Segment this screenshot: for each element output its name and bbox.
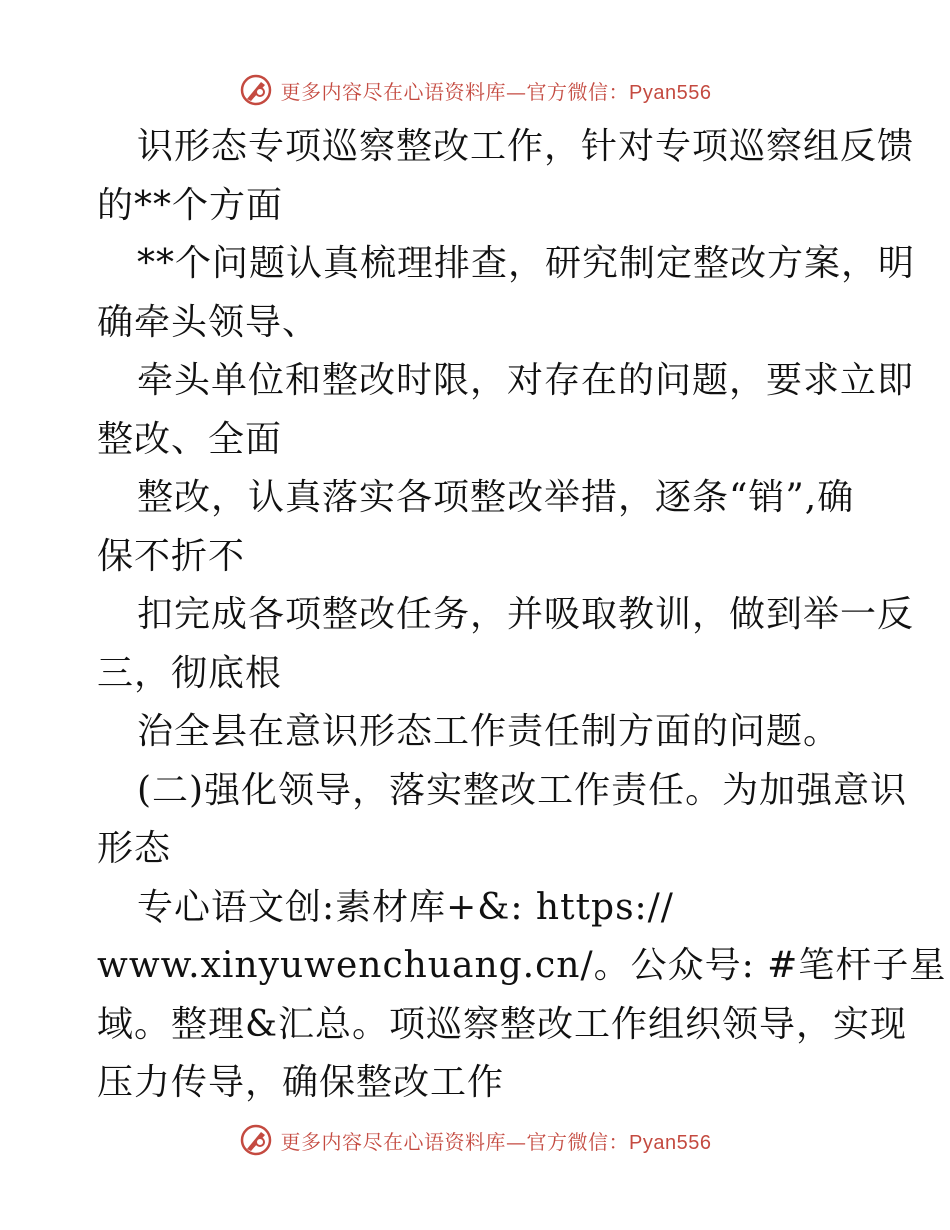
footer-watermark-text: 更多内容尽在心语资料库—官方微信：Pyan556 [280, 1129, 712, 1154]
header-watermark-banner [0, 68, 950, 112]
paragraph-line: 三，彻底根 [97, 652, 283, 694]
paragraph-line: 治全县在意识形态工作责任制方面的问题。 [137, 711, 841, 752]
paragraph-line: www.xinyuwenchuang.cn/。公众号: #笔杆子星 [97, 945, 947, 986]
paragraph-line: 保不折不 [97, 535, 246, 577]
paragraph-line: 整改、全面 [97, 418, 283, 460]
footer-watermark-banner [0, 1118, 950, 1162]
document-body [97, 118, 947, 1113]
paragraph-line: 整改，认真落实各项整改举措，逐条“销”,确 [137, 477, 855, 518]
paragraph-line: 域。整理&汇总。项巡察整改工作组织领导，实现 [97, 1003, 908, 1045]
paragraph-line: 牵头单位和整改时限，对存在的问题，要求立即 [137, 360, 915, 401]
paragraph-line: 的**个方面 [97, 184, 284, 226]
header-watermark-text: 更多内容尽在心语资料库—官方微信：Pyan556 [280, 79, 712, 104]
paragraph-line: 形态 [97, 828, 172, 869]
paragraph-line: 确牵头领导、 [97, 301, 320, 343]
pen-circle-logo-icon [239, 1123, 273, 1157]
paragraph-line: 扣完成各项整改任务，并吸取教训，做到举一反 [137, 594, 915, 635]
paragraph-line: 压力传导，确保整改工作 [97, 1062, 505, 1103]
paragraph-line: **个问题认真梳理排查，研究制定整改方案，明 [137, 243, 916, 284]
paragraph-line: 专心语文创:素材库+&: https:// [137, 886, 674, 928]
paragraph-line: 识形态专项巡察整改工作，针对专项巡察组反馈 [137, 126, 915, 167]
paragraph-line: (二)强化领导，落实整改工作责任。为加强意识 [137, 769, 908, 811]
pen-circle-logo-icon [239, 73, 273, 107]
